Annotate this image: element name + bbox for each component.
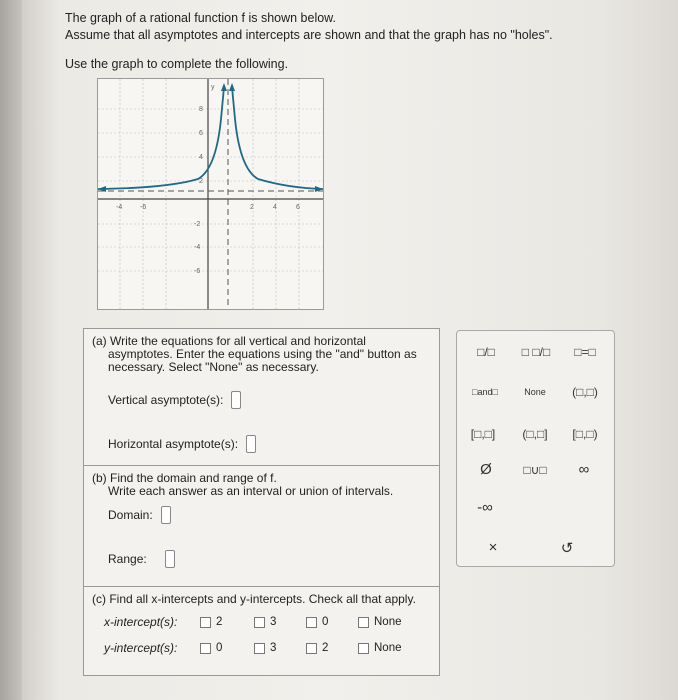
y-option-3[interactable]: 3 bbox=[254, 642, 306, 654]
y-label: y bbox=[211, 84, 215, 91]
part-a bbox=[84, 329, 439, 465]
arrow-up-right bbox=[229, 83, 235, 91]
tick-label: -2 bbox=[194, 221, 201, 228]
and-button[interactable]: □and□ bbox=[472, 387, 498, 397]
tick-label: -6 bbox=[140, 204, 147, 211]
intro-line-2: Assume that all asymptotes and intercepts are shown and that the graph has no "holes". bbox=[65, 28, 553, 42]
tick-label: 2 bbox=[250, 204, 254, 211]
vertical-asymptote-row bbox=[84, 391, 241, 409]
rational-function-graph bbox=[97, 78, 324, 310]
part-c-line-1: (c) Find all x-intercepts and y-intercepts. Check all that apply. bbox=[92, 592, 416, 606]
fraction-button[interactable]: □/□ bbox=[477, 345, 495, 359]
horizontal-asymptote-row bbox=[84, 435, 256, 453]
mixed-number-button[interactable]: □ □/□ bbox=[521, 345, 551, 359]
horizontal-asymptote-label: Horizontal asymptote(s): bbox=[108, 437, 239, 451]
range-row bbox=[84, 550, 175, 568]
empty-set-button[interactable]: Ø bbox=[480, 461, 492, 478]
checkbox[interactable] bbox=[200, 643, 211, 654]
tick-label: 4 bbox=[199, 154, 203, 161]
open-closed-interval-button[interactable]: (□,□] bbox=[522, 427, 548, 441]
intro-line-1: The graph of a rational function f is shown below. bbox=[65, 11, 336, 25]
checkbox[interactable] bbox=[254, 643, 265, 654]
part-b-line-1: (b) Find the domain and range of f. bbox=[92, 471, 277, 485]
math-toolbar bbox=[456, 330, 615, 567]
part-b-line-2: Write each answer as an interval or union of intervals. bbox=[108, 484, 394, 498]
part-a-line-2: asymptotes. Enter the equations using the "and" button as bbox=[108, 347, 417, 361]
right-branch bbox=[232, 87, 323, 189]
tick-label: -4 bbox=[194, 244, 201, 251]
horizontal-asymptote-input[interactable] bbox=[246, 435, 256, 453]
y-intercept-row bbox=[84, 641, 402, 655]
x-option-none[interactable]: None bbox=[358, 616, 402, 628]
part-c bbox=[84, 586, 439, 675]
instructions: Use the graph to complete the following. bbox=[65, 57, 289, 71]
tick-label: 4 bbox=[273, 204, 277, 211]
question-box bbox=[83, 328, 440, 676]
left-edge bbox=[0, 0, 22, 700]
tick-label: 6 bbox=[199, 130, 203, 137]
checkbox[interactable] bbox=[358, 643, 369, 654]
x-option-2[interactable]: 2 bbox=[200, 616, 254, 628]
vertical-asymptote-label: Vertical asymptote(s): bbox=[108, 393, 224, 407]
checkbox[interactable] bbox=[358, 617, 369, 628]
x-intercept-row bbox=[84, 615, 402, 629]
negative-infinity-button[interactable]: -∞ bbox=[477, 499, 493, 516]
x-option-3[interactable]: 3 bbox=[254, 616, 306, 628]
grid-lines bbox=[98, 79, 323, 309]
y-option-none[interactable]: None bbox=[358, 642, 402, 654]
intro-text bbox=[65, 10, 625, 44]
union-button[interactable]: □∪□ bbox=[523, 463, 547, 477]
clear-button[interactable]: × bbox=[488, 539, 498, 556]
graph-svg bbox=[98, 79, 323, 309]
open-interval-button[interactable]: (□,□) bbox=[572, 385, 598, 399]
checkbox[interactable] bbox=[254, 617, 265, 628]
closed-open-interval-button[interactable]: [□,□) bbox=[572, 427, 598, 441]
left-branch bbox=[98, 87, 224, 189]
tick-label: 6 bbox=[296, 204, 300, 211]
tick-label: 8 bbox=[199, 106, 203, 113]
domain-row bbox=[84, 506, 171, 524]
part-a-line-1: (a) Write the equations for all vertical and horizontal bbox=[92, 334, 366, 348]
y-option-0[interactable]: 0 bbox=[200, 642, 254, 654]
tick-label: -4 bbox=[116, 204, 123, 211]
closed-interval-button[interactable]: [□,□] bbox=[470, 427, 496, 441]
y-intercept-label: y-intercept(s): bbox=[104, 641, 178, 655]
range-input[interactable] bbox=[165, 550, 175, 568]
undo-button[interactable]: ↺ bbox=[560, 540, 574, 557]
y-option-2[interactable]: 2 bbox=[306, 642, 358, 654]
checkbox[interactable] bbox=[306, 643, 317, 654]
arrow-up-left bbox=[221, 83, 227, 91]
checkbox[interactable] bbox=[306, 617, 317, 628]
checkbox[interactable] bbox=[200, 617, 211, 628]
domain-label: Domain: bbox=[108, 508, 153, 522]
vertical-asymptote-input[interactable] bbox=[231, 391, 241, 409]
part-b bbox=[84, 465, 439, 586]
range-label: Range: bbox=[108, 552, 147, 566]
domain-input[interactable] bbox=[161, 506, 171, 524]
infinity-button[interactable]: ∞ bbox=[578, 461, 590, 478]
none-button[interactable]: None bbox=[524, 387, 546, 397]
x-intercept-label: x-intercept(s): bbox=[104, 615, 178, 629]
tick-label: 2 bbox=[199, 178, 203, 185]
equals-button[interactable]: □=□ bbox=[574, 345, 596, 359]
part-a-line-3: necessary. Select "None" as necessary. bbox=[108, 360, 319, 374]
x-option-0[interactable]: 0 bbox=[306, 616, 358, 628]
tick-label: -6 bbox=[194, 268, 201, 275]
